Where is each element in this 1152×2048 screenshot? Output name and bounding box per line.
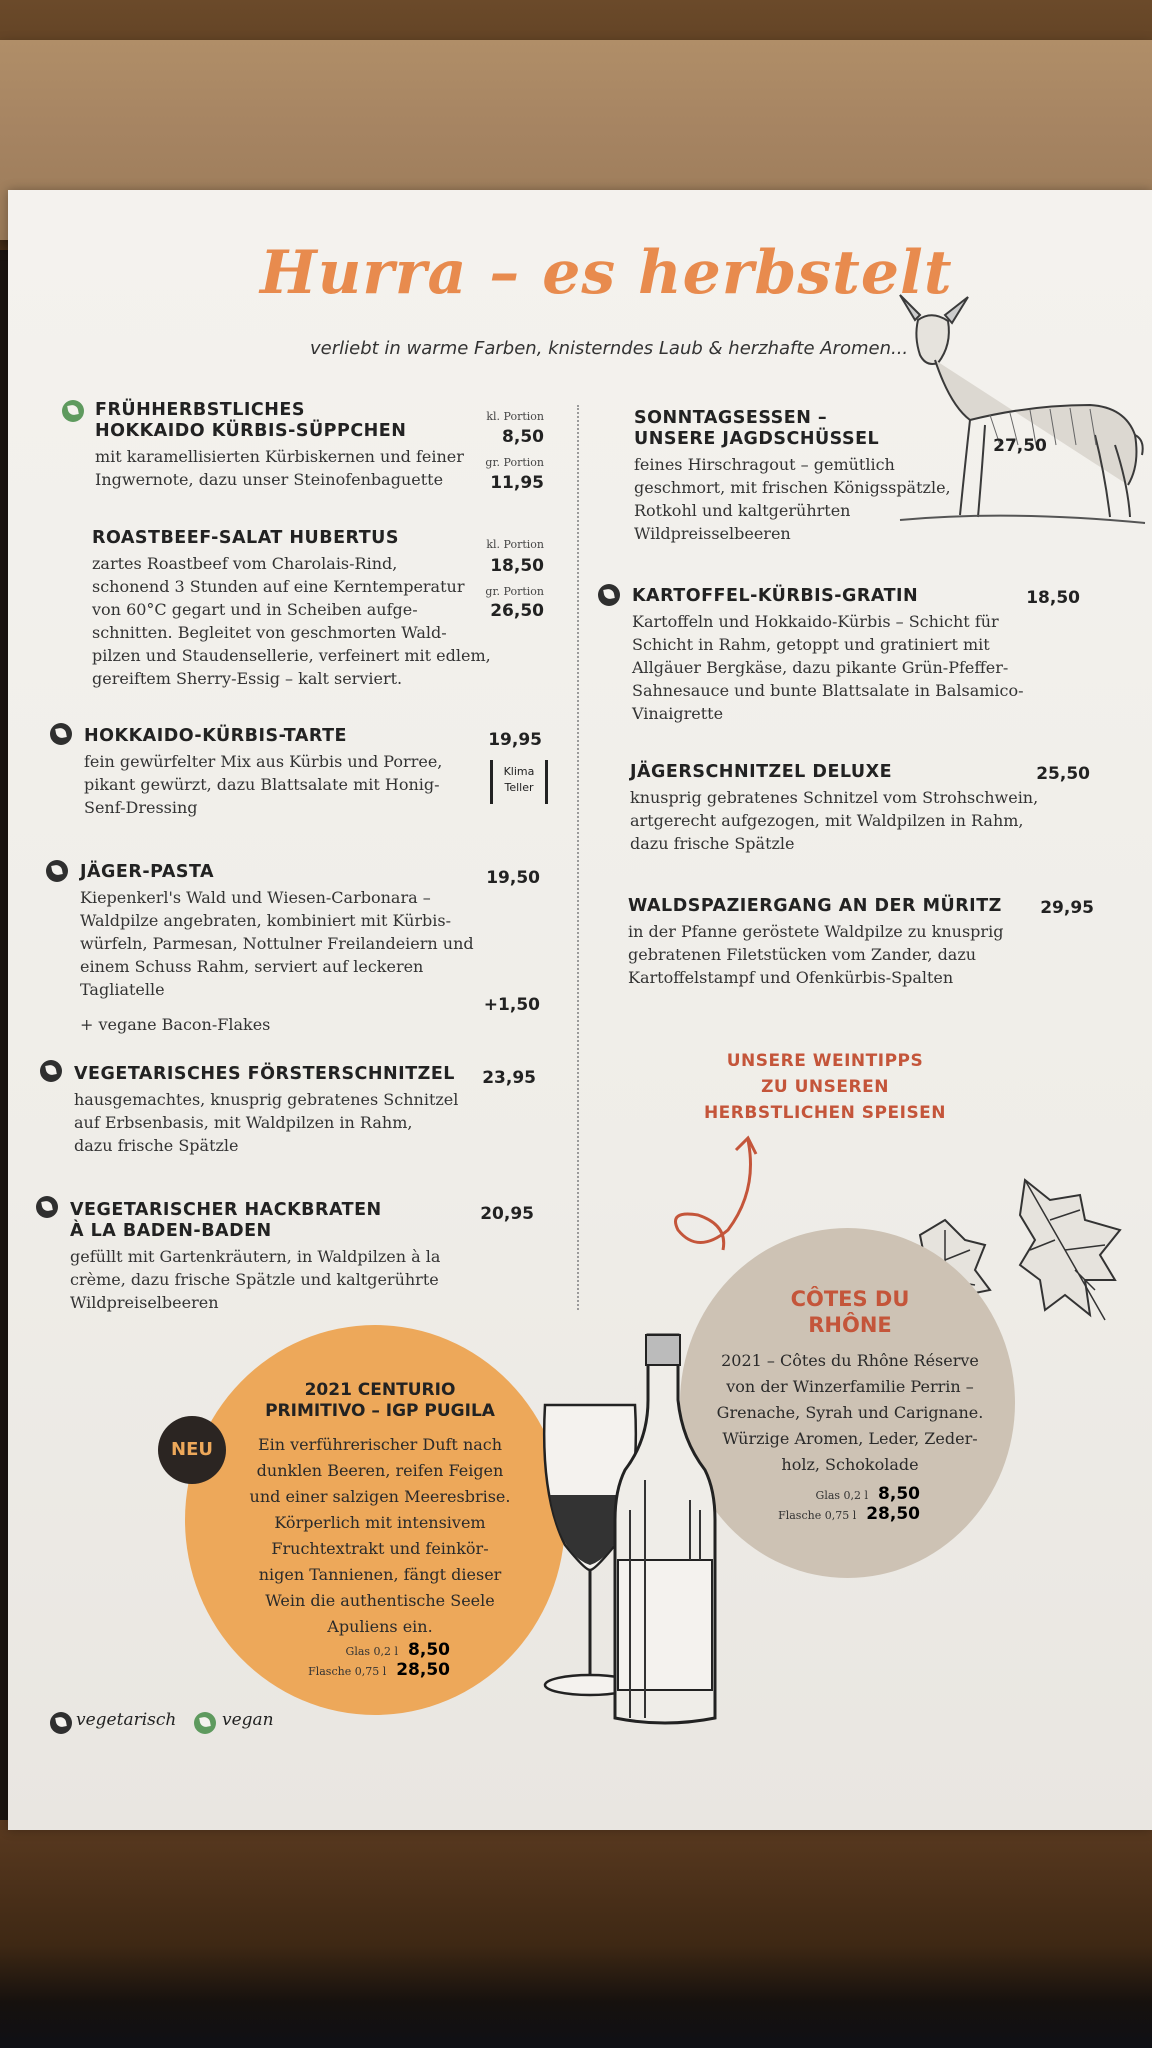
- menu-item-foersterschnitzel: [74, 1064, 494, 1157]
- item-price: 18,50: [1026, 588, 1080, 608]
- item-price: 11,95: [490, 473, 544, 493]
- price-label: gr. Portion: [485, 456, 544, 469]
- menu-item-jaeger-pasta: [80, 862, 500, 1036]
- price-label: gr. Portion: [485, 585, 544, 598]
- item-price: 23,95: [482, 1068, 536, 1088]
- item-description: hausgemachtes, knusprig gebratenes Schnitzel auf Erbsenbasis, mit Waldpilzen in Rahm, dazu frische Spätzle: [74, 1090, 459, 1155]
- glass-price: 8,50: [878, 1484, 920, 1504]
- item-description: Kartoffeln und Hokkaido-Kürbis – Schicht für Schicht in Rahm, getoppt und gratiniert mit Allgäuer Bergkäse, dazu pikante Grün-Pfeffer- Sahnesauce und bunte Blattsalate in Balsamico- Vinaigrette: [632, 612, 1024, 723]
- price-label: Glas 0,2 l: [815, 1489, 869, 1502]
- item-name: VEGETARISCHES FÖRSTERSCHNITZEL: [74, 1064, 455, 1084]
- item-description: mit karamellisierten Kürbiskernen und feiner Ingwernote, dazu unser Steinofenbaguette: [95, 447, 464, 489]
- menu-item-jagdschuessel: [634, 408, 954, 545]
- item-name: HOKKAIDO KÜRBIS-SÜPPCHEN: [95, 421, 407, 441]
- wine-primitivo-prices: [290, 1640, 450, 1680]
- vegetarian-leaf-icon: [50, 1712, 72, 1734]
- item-name: HOKKAIDO-KÜRBIS-TARTE: [84, 726, 347, 746]
- price-label: Flasche 0,75 l: [778, 1509, 857, 1522]
- item-price: 29,95: [1040, 898, 1094, 918]
- arrow-icon: [668, 1130, 778, 1260]
- bottle-price: 28,50: [396, 1660, 450, 1680]
- wine-rhone-content: [700, 1286, 1000, 1478]
- item-name: À LA BADEN-BADEN: [70, 1221, 272, 1241]
- item-name: UNSERE JAGDSCHÜSSEL: [634, 429, 880, 449]
- wine-title: PRIMITIVO – IGP PUGILA: [265, 1401, 495, 1421]
- vegetarian-leaf-icon: [36, 1196, 58, 1218]
- klima-teller-badge: Klima Teller: [490, 760, 548, 804]
- item-name: FRÜHHERBSTLICHES: [95, 400, 305, 420]
- item-price: 18,50: [490, 556, 544, 576]
- table-wood-bottom: [0, 1820, 1152, 2048]
- wine-rhone-prices: [760, 1484, 920, 1524]
- item-description: Kiepenkerl's Wald und Wiesen-Carbonara – Waldpilze angebraten, kombiniert mit Kürbis- würfeln, Parmesan, Nottulner Freilandeiern und einem Schuss Rahm, serviert auf leckeren Tagliatelle: [80, 888, 474, 999]
- menu-item-waldspaziergang: [628, 896, 1048, 989]
- new-badge: NEU: [158, 1416, 226, 1484]
- item-name: KARTOFFEL-KÜRBIS-GRATIN: [632, 586, 919, 606]
- item-price: 20,95: [480, 1204, 534, 1224]
- menu-item-kuerbis-tarte: [84, 726, 474, 819]
- item-name: ROASTBEEF-SALAT HUBERTUS: [92, 528, 399, 548]
- item-price: 25,50: [1036, 764, 1090, 784]
- glass-price: 8,50: [408, 1640, 450, 1660]
- wine-title: 2021 CENTURIO: [304, 1380, 456, 1400]
- item-name: JÄGERSCHNITZEL DELUXE: [630, 762, 893, 782]
- wine-description: 2021 – Côtes du Rhône Réserve von der Winzerfamilie Perrin – Grenache, Syrah und Carignane. Würzige Aromen, Leder, Zeder- holz, Schokolade: [716, 1351, 984, 1474]
- price-label: kl. Portion: [486, 410, 544, 423]
- menu-item-jaegerschnitzel: [630, 762, 1050, 855]
- price-label: kl. Portion: [486, 538, 544, 551]
- column-divider: [577, 405, 579, 1310]
- item-price: 26,50: [490, 601, 544, 621]
- item-price: 19,95: [488, 730, 542, 750]
- vegan-leaf-icon: [62, 400, 84, 422]
- item-name: SONNTAGSESSEN –: [634, 408, 828, 428]
- price-label: Flasche 0,75 l: [308, 1665, 387, 1678]
- vegetarian-leaf-icon: [46, 860, 68, 882]
- vegetarian-leaf-icon: [40, 1060, 62, 1082]
- menu-item-hackbraten: [70, 1200, 490, 1314]
- wine-primitivo-content: [230, 1380, 530, 1640]
- item-description: zartes Roastbeef vom Charolais-Rind, schonend 3 Stunden auf eine Kerntemperatur von 60°C gegart und in Scheiben aufge- schnitten. Begleitet von geschmorten Wald- pilzen und Staudensellerie, verfeinert mit edlem, gereiftem Sherry-Essig – kalt serviert.: [92, 554, 491, 688]
- item-name: JÄGER-PASTA: [80, 862, 215, 882]
- menu-item-kuerbis-sueppchen: [95, 400, 485, 491]
- legend-vegetarian: vegetarisch: [76, 1710, 177, 1730]
- menu-item-roastbeef-salat: [92, 528, 492, 690]
- wine-bottle-illustration: [610, 1330, 720, 1730]
- item-extra: + vegane Bacon-Flakes: [80, 1015, 271, 1034]
- wine-title: CÔTES DU: [790, 1287, 910, 1311]
- item-description: fein gewürfelter Mix aus Kürbis und Porree, pikant gewürzt, dazu Blattsalate mit Honig- Senf-Dressing: [84, 752, 443, 817]
- item-description: in der Pfanne geröstete Waldpilze zu knusprig gebratenen Filetstücken vom Zander, dazu Kartoffelstampf und Ofenkürbis-Spalten: [628, 922, 1004, 987]
- legend-vegan: vegan: [222, 1710, 274, 1730]
- vegetarian-leaf-icon: [598, 584, 620, 606]
- item-name: VEGETARISCHER HACKBRATEN: [70, 1200, 382, 1220]
- vegan-leaf-icon: [194, 1712, 216, 1734]
- item-price: 8,50: [502, 427, 544, 447]
- item-description: knusprig gebratenes Schnitzel vom Strohschwein, artgerecht aufgezogen, mit Waldpilzen in Rahm, dazu frische Spätzle: [630, 788, 1039, 853]
- menu-title: Hurra – es herbstelt: [260, 238, 953, 308]
- wine-description: Ein verführerischer Duft nach dunklen Beeren, reifen Feigen und einer salzigen Meeresbrise. Körperlich mit intensivem Fruchtextrakt und feinkör- nigen Tannienen, fängt dieser Wein die authentische Seele Apuliens ein.: [249, 1435, 511, 1636]
- wine-tip-heading: UNSERE WEINTIPPS ZU UNSEREN HERBSTLICHEN SPEISEN: [703, 1051, 947, 1123]
- vegetarian-leaf-icon: [50, 723, 72, 745]
- price-label: Glas 0,2 l: [345, 1645, 399, 1658]
- item-price: 27,50: [993, 436, 1047, 456]
- bottle-price: 28,50: [866, 1504, 920, 1524]
- extra-price: +1,50: [483, 995, 540, 1015]
- wine-title: RHÔNE: [808, 1313, 892, 1337]
- item-name: WALDSPAZIERGANG AN DER MÜRITZ: [628, 896, 1002, 916]
- item-description: feines Hirschragout – gemütlich geschmort, mit frischen Königsspätzle, Rotkohl und kaltgerührten Wildpreisselbeeren: [634, 455, 951, 543]
- autumn-leaf-icon: [1010, 1170, 1130, 1330]
- menu-item-kartoffel-kuerbis-gratin: [632, 586, 1032, 725]
- menu-subtitle: verliebt in warme Farben, knisterndes Laub & herzhafte Aromen...: [310, 338, 909, 359]
- item-price: 19,50: [486, 868, 540, 888]
- item-description: gefüllt mit Gartenkräutern, in Waldpilzen à la crème, dazu frische Spätzle und kaltgerührte Wildpreiselbeeren: [70, 1247, 441, 1312]
